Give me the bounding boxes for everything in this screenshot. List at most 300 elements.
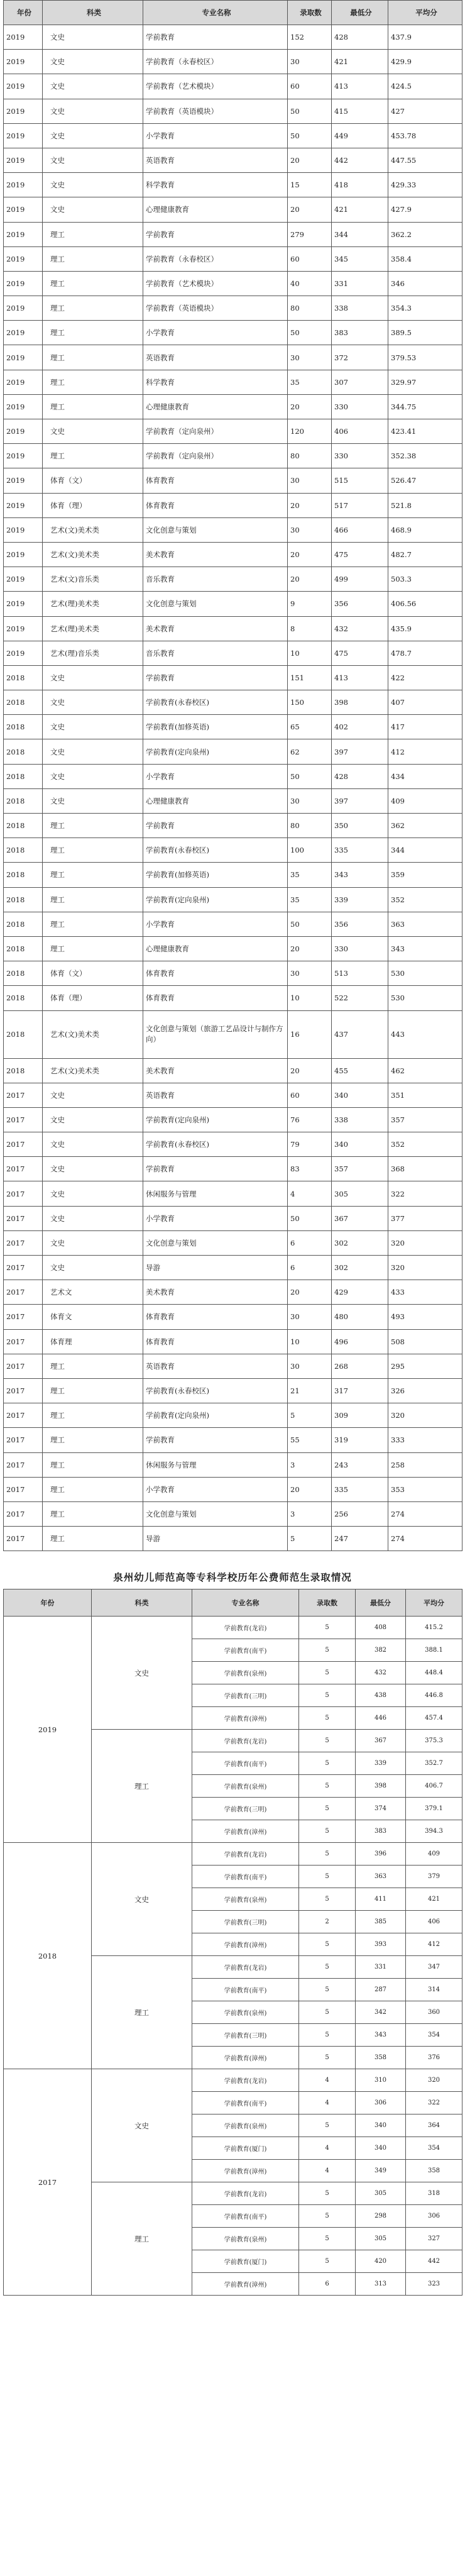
- cell-major: 心理健康教育: [143, 197, 288, 222]
- table-row: [4, 887, 462, 912]
- cell-avg-score: 359: [388, 863, 462, 887]
- table-row: [4, 567, 462, 592]
- cell-major: 学前教育(三明): [192, 2024, 299, 2047]
- cell-min-score: 383: [356, 1820, 406, 1843]
- cell-count: 65: [288, 715, 332, 739]
- cell-min-score: 499: [332, 567, 388, 592]
- cell-year: 2019: [4, 641, 43, 665]
- cell-avg-score: 357: [388, 1107, 462, 1132]
- cell-year: 2018: [4, 863, 43, 887]
- cell-year: 2019: [4, 468, 43, 493]
- cell-avg-score: 274: [388, 1527, 462, 1551]
- cell-avg-score: 526.47: [388, 468, 462, 493]
- table-row: [4, 616, 462, 641]
- cell-major: 学前教育(南平): [192, 2205, 299, 2228]
- table-body: [4, 1617, 462, 2296]
- cell-track: 文史: [43, 197, 143, 222]
- cell-count: 279: [288, 222, 332, 246]
- cell-count: 60: [288, 246, 332, 271]
- table-row: [4, 419, 462, 444]
- cell-avg-score: 442: [406, 2250, 462, 2273]
- cell-min-score: 397: [332, 739, 388, 764]
- cell-min-score: 339: [356, 1752, 406, 1775]
- cell-min-score: 415: [332, 99, 388, 123]
- cell-count: 16: [288, 1010, 332, 1058]
- cell-major: 美术教育: [143, 1058, 288, 1083]
- cell-min-score: 305: [356, 2182, 406, 2205]
- cell-track: 理工: [43, 444, 143, 468]
- cell-avg-score: 379.1: [406, 1798, 462, 1820]
- cell-track: 理工: [43, 1501, 143, 1526]
- cell-year: 2018: [4, 838, 43, 863]
- cell-major: 学前教育(泉州): [192, 1775, 299, 1798]
- cell-count: 30: [288, 517, 332, 542]
- cell-year: 2017: [4, 1428, 43, 1452]
- cell-avg-score: 344: [388, 838, 462, 863]
- cell-avg-score: 354.3: [388, 296, 462, 321]
- cell-major: 学前教育(三明): [192, 1911, 299, 1933]
- cell-count: 30: [288, 1354, 332, 1378]
- cell-track: 文史: [43, 74, 143, 99]
- cell-count: 5: [288, 1527, 332, 1551]
- cell-min-score: 302: [332, 1230, 388, 1255]
- cell-year: 2017: [4, 1501, 43, 1526]
- cell-count: 30: [288, 788, 332, 813]
- cell-avg-score: 327: [406, 2228, 462, 2250]
- cell-major: 学前教育(龙岩): [192, 1617, 299, 1639]
- cell-min-score: 307: [332, 370, 388, 394]
- header-major: 专业名称: [143, 1, 288, 25]
- cell-avg-score: 427.9: [388, 197, 462, 222]
- cell-track: 理工: [43, 246, 143, 271]
- cell-major: 学前教育（定向泉州）: [143, 419, 288, 444]
- cell-avg-score: 320: [388, 1230, 462, 1255]
- cell-major: 学前教育(漳州): [192, 1820, 299, 1843]
- cell-year: 2019: [4, 321, 43, 345]
- cell-count: 10: [288, 986, 332, 1010]
- cell-count: 20: [288, 148, 332, 172]
- cell-major: 学前教育(南平): [192, 1752, 299, 1775]
- cell-avg-score: 422: [388, 665, 462, 690]
- cell-year: 2017: [4, 1378, 43, 1403]
- cell-avg-score: 320: [388, 1256, 462, 1280]
- table-row: [4, 148, 462, 172]
- cell-count: 35: [288, 370, 332, 394]
- header-major: 专业名称: [192, 1589, 299, 1617]
- cell-track: 理工: [43, 838, 143, 863]
- cell-count: 6: [288, 1230, 332, 1255]
- cell-avg-score: 412: [388, 739, 462, 764]
- cell-min-score: 446: [356, 1707, 406, 1730]
- cell-avg-score: 363: [388, 912, 462, 936]
- cell-year: 2018: [4, 1058, 43, 1083]
- table-row: [4, 542, 462, 567]
- cell-major: 学前教育（永春校区）: [143, 246, 288, 271]
- cell-track: 理工: [43, 863, 143, 887]
- cell-track: 文史: [43, 764, 143, 788]
- cell-major: 体育教育: [143, 468, 288, 493]
- cell-year: 2017: [4, 1107, 43, 1132]
- table-row: [4, 1305, 462, 1329]
- cell-count: 5: [299, 1888, 356, 1911]
- cell-year: 2017: [4, 1157, 43, 1181]
- cell-track: 文史: [43, 25, 143, 50]
- cell-count: 8: [288, 616, 332, 641]
- cell-min-score: 340: [332, 1132, 388, 1157]
- cell-count: 5: [299, 1798, 356, 1820]
- cell-year: 2019: [4, 444, 43, 468]
- cell-count: 120: [288, 419, 332, 444]
- cell-avg-score: 446.8: [406, 1684, 462, 1707]
- cell-avg-score: 412: [406, 1933, 462, 1956]
- cell-major: 学前教育(厦门): [192, 2250, 299, 2273]
- cell-avg-score: 433: [388, 1280, 462, 1305]
- cell-track: 体育理: [43, 1329, 143, 1354]
- table-row: [4, 1058, 462, 1083]
- cell-track: 理工: [43, 1477, 143, 1501]
- cell-major: 学前教育（艺术模块）: [143, 271, 288, 296]
- cell-major: 小学教育: [143, 1477, 288, 1501]
- table-row: [4, 1452, 462, 1477]
- cell-year: 2017: [4, 1329, 43, 1354]
- cell-track: 文史: [43, 1157, 143, 1181]
- cell-avg-score: 354: [406, 2024, 462, 2047]
- cell-count: 20: [288, 567, 332, 592]
- cell-year: 2017: [4, 1280, 43, 1305]
- cell-count: 50: [288, 764, 332, 788]
- cell-count: 80: [288, 444, 332, 468]
- table-row: [4, 1477, 462, 1501]
- cell-avg-score: 409: [388, 788, 462, 813]
- cell-avg-score: 503.3: [388, 567, 462, 592]
- cell-count: 5: [299, 1684, 356, 1707]
- cell-min-score: 313: [356, 2273, 406, 2296]
- cell-avg-score: 320: [388, 1403, 462, 1428]
- cell-count: 20: [288, 936, 332, 961]
- cell-avg-score: 406: [406, 1911, 462, 1933]
- cell-track: 文史: [43, 1230, 143, 1255]
- cell-track: 理工: [92, 1730, 192, 1843]
- cell-major: 学前教育(泉州): [192, 2114, 299, 2137]
- header-count: 录取数: [299, 1589, 356, 1617]
- cell-year: 2019: [4, 616, 43, 641]
- cell-min-score: 330: [332, 444, 388, 468]
- cell-track: 文史: [43, 173, 143, 197]
- cell-count: 5: [299, 2182, 356, 2205]
- cell-min-score: 339: [332, 887, 388, 912]
- cell-min-score: 356: [332, 592, 388, 616]
- cell-track: 体育文: [43, 1305, 143, 1329]
- cell-avg-score: 352.38: [388, 444, 462, 468]
- cell-year: 2019: [4, 567, 43, 592]
- cell-count: 5: [299, 2114, 356, 2137]
- cell-track: 文史: [43, 739, 143, 764]
- cell-track: 理工: [92, 2182, 192, 2296]
- cell-count: 151: [288, 665, 332, 690]
- cell-avg-score: 322: [388, 1181, 462, 1206]
- cell-track: 艺术(文)美术类: [43, 1058, 143, 1083]
- cell-min-score: 331: [356, 1956, 406, 1979]
- cell-track: 艺术(文)音乐类: [43, 567, 143, 592]
- cell-major: 学前教育(定向泉州): [143, 739, 288, 764]
- cell-track: 理工: [43, 1354, 143, 1378]
- cell-track: 理工: [43, 321, 143, 345]
- cell-track: 艺术(文)美术类: [43, 542, 143, 567]
- table-row: [4, 739, 462, 764]
- table-row: [4, 2069, 462, 2092]
- cell-major: 学前教育(漳州): [192, 2273, 299, 2296]
- cell-min-score: 310: [356, 2069, 406, 2092]
- cell-track: 文史: [92, 2069, 192, 2182]
- cell-track: 文史: [43, 1132, 143, 1157]
- public-funded-admission-table: [3, 1589, 462, 2296]
- cell-count: 5: [299, 1866, 356, 1888]
- cell-track: 文史: [43, 99, 143, 123]
- cell-count: 20: [288, 1280, 332, 1305]
- table-row: [4, 1280, 462, 1305]
- table-row: [4, 961, 462, 986]
- cell-min-score: 306: [356, 2092, 406, 2114]
- cell-track: 艺术(理)美术类: [43, 616, 143, 641]
- cell-major: 小学教育: [143, 764, 288, 788]
- cell-year: 2018: [4, 986, 43, 1010]
- table-row: [4, 1256, 462, 1280]
- cell-count: 21: [288, 1378, 332, 1403]
- cell-major: 英语教育: [143, 148, 288, 172]
- cell-count: 50: [288, 123, 332, 148]
- cell-avg-score: 429.9: [388, 50, 462, 74]
- cell-avg-score: 482.7: [388, 542, 462, 567]
- cell-min-score: 305: [356, 2228, 406, 2250]
- cell-min-score: 298: [356, 2205, 406, 2228]
- cell-min-score: 247: [332, 1527, 388, 1551]
- cell-avg-score: 406.56: [388, 592, 462, 616]
- cell-track: 艺术文: [43, 1280, 143, 1305]
- cell-year: 2017: [4, 1230, 43, 1255]
- cell-track: 文史: [43, 715, 143, 739]
- cell-count: 76: [288, 1107, 332, 1132]
- cell-avg-score: 462: [388, 1058, 462, 1083]
- cell-year: 2019: [4, 222, 43, 246]
- cell-major: 学前教育(加修英语): [143, 715, 288, 739]
- cell-count: 20: [288, 197, 332, 222]
- table-row: [4, 1107, 462, 1132]
- cell-avg-score: 360: [406, 2001, 462, 2024]
- cell-avg-score: 358: [406, 2160, 462, 2182]
- cell-major: 学前教育(三明): [192, 1798, 299, 1820]
- cell-track: 体育（理）: [43, 493, 143, 517]
- cell-track: 理工: [43, 887, 143, 912]
- cell-track: 文史: [43, 690, 143, 715]
- cell-avg-score: 368: [388, 1157, 462, 1181]
- cell-major: 学前教育（永春校区）: [143, 50, 288, 74]
- cell-count: 5: [299, 2250, 356, 2273]
- cell-major: 美术教育: [143, 616, 288, 641]
- cell-major: 学前教育(南平): [192, 1979, 299, 2001]
- cell-count: 5: [299, 1617, 356, 1639]
- cell-year: 2018: [4, 715, 43, 739]
- cell-min-score: 449: [332, 123, 388, 148]
- cell-track: 文史: [92, 1843, 192, 1956]
- cell-avg-score: 530: [388, 986, 462, 1010]
- cell-year: 2017: [4, 2069, 92, 2296]
- table-row: [4, 1428, 462, 1452]
- cell-count: 20: [288, 542, 332, 567]
- cell-count: 5: [299, 1956, 356, 1979]
- table-body: [4, 25, 462, 1551]
- cell-min-score: 367: [332, 1206, 388, 1230]
- cell-avg-score: 379.53: [388, 345, 462, 370]
- cell-track: 体育（理）: [43, 986, 143, 1010]
- cell-avg-score: 322: [406, 2092, 462, 2114]
- admission-table-2017-2019: [3, 0, 462, 1551]
- table-row: [4, 788, 462, 813]
- cell-major: 音乐教育: [143, 567, 288, 592]
- cell-avg-score: 417: [388, 715, 462, 739]
- table-row: [4, 1378, 462, 1403]
- cell-track: 艺术(文)美术类: [43, 1010, 143, 1058]
- cell-track: 艺术(文)美术类: [43, 517, 143, 542]
- cell-year: 2018: [4, 739, 43, 764]
- cell-count: 30: [288, 1305, 332, 1329]
- cell-min-score: 437: [332, 1010, 388, 1058]
- table-row: [4, 1157, 462, 1181]
- cell-major: 学前教育(加修英语): [143, 863, 288, 887]
- cell-track: 文史: [43, 665, 143, 690]
- cell-major: 美术教育: [143, 1280, 288, 1305]
- cell-min-score: 287: [356, 1979, 406, 2001]
- cell-year: 2019: [4, 271, 43, 296]
- cell-track: 理工: [43, 936, 143, 961]
- cell-avg-score: 347: [406, 1956, 462, 1979]
- cell-min-score: 442: [332, 148, 388, 172]
- cell-count: 3: [288, 1452, 332, 1477]
- cell-min-score: 338: [332, 296, 388, 321]
- cell-major: 学前教育(永春校区): [143, 690, 288, 715]
- cell-min-score: 421: [332, 197, 388, 222]
- cell-min-score: 421: [332, 50, 388, 74]
- cell-avg-score: 354: [406, 2137, 462, 2160]
- cell-track: 理工: [43, 1452, 143, 1477]
- table-row: [4, 1132, 462, 1157]
- cell-year: 2019: [4, 517, 43, 542]
- cell-avg-score: 457.4: [406, 1707, 462, 1730]
- cell-min-score: 330: [332, 936, 388, 961]
- cell-count: 5: [299, 1820, 356, 1843]
- cell-count: 20: [288, 1477, 332, 1501]
- cell-avg-score: 306: [406, 2205, 462, 2228]
- cell-count: 4: [299, 2137, 356, 2160]
- cell-count: 35: [288, 887, 332, 912]
- cell-min-score: 343: [356, 2024, 406, 2047]
- cell-major: 学前教育(泉州): [192, 2228, 299, 2250]
- cell-major: 学前教育(龙岩): [192, 1730, 299, 1752]
- table-row: [4, 271, 462, 296]
- cell-major: 学前教育: [143, 1428, 288, 1452]
- header-year: 年份: [4, 1, 43, 25]
- cell-major: 体育教育: [143, 493, 288, 517]
- cell-avg-score: 323: [406, 2273, 462, 2296]
- cell-track: 文史: [43, 123, 143, 148]
- cell-min-score: 340: [356, 2137, 406, 2160]
- cell-min-score: 358: [356, 2047, 406, 2069]
- cell-major: 体育教育: [143, 1305, 288, 1329]
- cell-track: 文史: [43, 1107, 143, 1132]
- cell-min-score: 319: [332, 1428, 388, 1452]
- cell-count: 20: [288, 394, 332, 419]
- cell-avg-score: 333: [388, 1428, 462, 1452]
- cell-avg-score: 314: [406, 1979, 462, 2001]
- cell-avg-score: 362.2: [388, 222, 462, 246]
- cell-year: 2018: [4, 788, 43, 813]
- cell-year: 2019: [4, 370, 43, 394]
- cell-min-score: 398: [332, 690, 388, 715]
- table-row: [4, 173, 462, 197]
- cell-min-score: 302: [332, 1256, 388, 1280]
- table-row: [4, 838, 462, 863]
- cell-min-score: 340: [332, 1083, 388, 1107]
- cell-year: 2019: [4, 296, 43, 321]
- cell-count: 5: [299, 2001, 356, 2024]
- cell-count: 50: [288, 912, 332, 936]
- cell-count: 5: [299, 2024, 356, 2047]
- cell-major: 学前教育(漳州): [192, 2047, 299, 2069]
- cell-year: 2019: [4, 25, 43, 50]
- cell-avg-score: 320: [406, 2069, 462, 2092]
- cell-count: 5: [299, 2047, 356, 2069]
- cell-min-score: 411: [356, 1888, 406, 1911]
- cell-major: 体育教育: [143, 961, 288, 986]
- table-header-row: [4, 1, 462, 25]
- cell-track: 文史: [43, 148, 143, 172]
- table-row: [4, 1329, 462, 1354]
- cell-avg-score: 352: [388, 887, 462, 912]
- cell-min-score: 335: [332, 838, 388, 863]
- cell-major: 学前教育(漳州): [192, 2160, 299, 2182]
- cell-major: 小学教育: [143, 1206, 288, 1230]
- cell-avg-score: 318: [406, 2182, 462, 2205]
- cell-count: 30: [288, 468, 332, 493]
- cell-year: 2018: [4, 764, 43, 788]
- cell-major: 小学教育: [143, 912, 288, 936]
- cell-track: 体育（文）: [43, 468, 143, 493]
- cell-min-score: 408: [356, 1617, 406, 1639]
- table-row: [4, 764, 462, 788]
- cell-year: 2017: [4, 1403, 43, 1428]
- cell-min-score: 385: [356, 1911, 406, 1933]
- table-row: [4, 468, 462, 493]
- cell-major: 文化创意与策划（旅游工艺品设计与制作方向）: [143, 1010, 288, 1058]
- cell-count: 4: [288, 1181, 332, 1206]
- cell-min-score: 515: [332, 468, 388, 493]
- cell-year: 2019: [4, 345, 43, 370]
- cell-count: 50: [288, 99, 332, 123]
- cell-count: 150: [288, 690, 332, 715]
- cell-min-score: 517: [332, 493, 388, 517]
- table-row: [4, 1083, 462, 1107]
- table-row: [4, 1501, 462, 1526]
- cell-min-score: 350: [332, 814, 388, 838]
- header-min-score: 最低分: [332, 1, 388, 25]
- cell-major: 英语教育: [143, 1083, 288, 1107]
- cell-track: 理工: [43, 1428, 143, 1452]
- cell-avg-score: 352.7: [406, 1752, 462, 1775]
- cell-count: 6: [288, 1256, 332, 1280]
- cell-min-score: 397: [332, 788, 388, 813]
- cell-avg-score: 346: [388, 271, 462, 296]
- cell-major: 学前教育（艺术模块）: [143, 74, 288, 99]
- cell-avg-score: 447.55: [388, 148, 462, 172]
